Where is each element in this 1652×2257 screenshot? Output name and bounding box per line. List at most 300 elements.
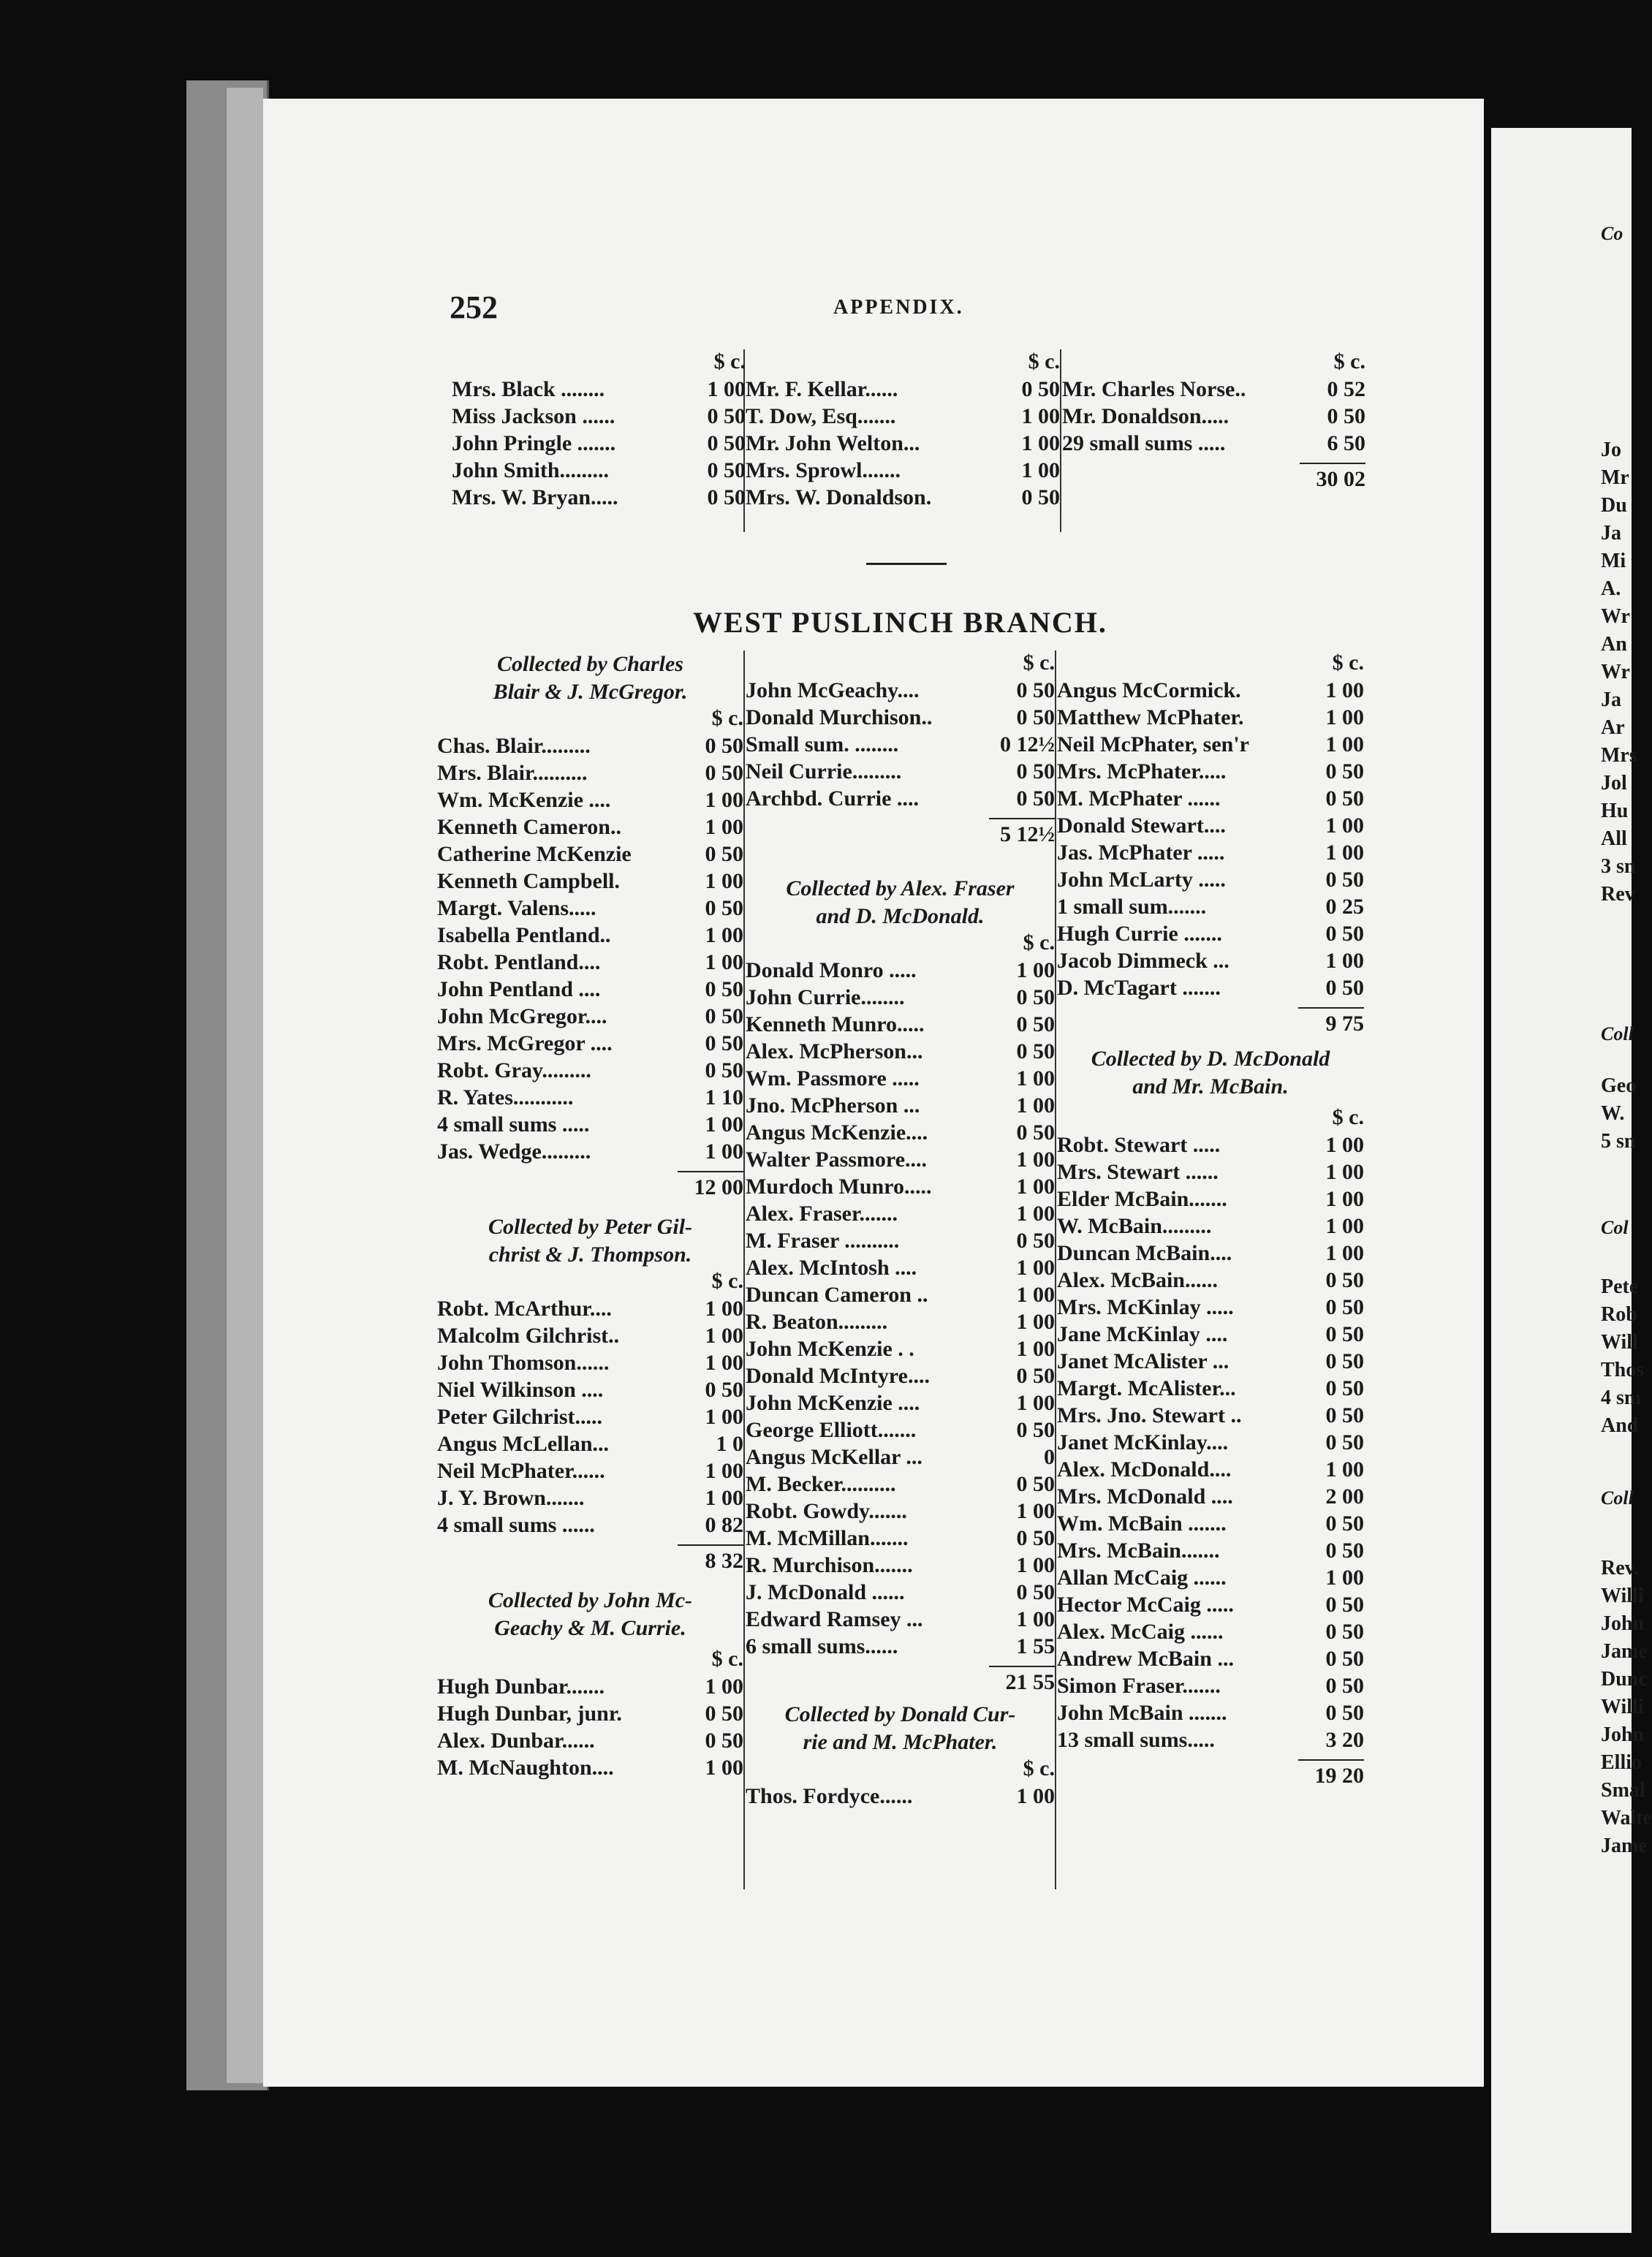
contributor-name: Simon Fraser....... <box>1057 1674 1221 1698</box>
currency-header: $ c. <box>1023 650 1055 675</box>
contributor-name: Janet McAlister ... <box>1057 1349 1229 1373</box>
contribution-amount: 1 00 <box>1325 949 1364 973</box>
facing-page-fragment: Mrs <box>1601 744 1637 767</box>
contributor-name: Donald Murchison.. <box>746 705 933 729</box>
contribution-amount: 1 00 <box>1016 1310 1055 1334</box>
contributor-name: Mrs. Sprowl....... <box>746 458 901 482</box>
contribution-amount: 0 50 <box>1016 786 1055 811</box>
list-item <box>1062 376 1365 403</box>
list-item <box>746 677 1055 704</box>
contributor-name: M. Becker.......... <box>746 1472 896 1496</box>
list-item <box>1057 1321 1364 1348</box>
list-item <box>1062 403 1365 430</box>
contribution-amount: 1 00 <box>1021 431 1060 455</box>
contribution-amount: 0 50 <box>1016 1472 1055 1496</box>
list-item <box>1057 1537 1364 1564</box>
contributor-name: Mrs. McPhater..... <box>1057 759 1227 784</box>
contribution-amount: 0 50 <box>1325 1376 1364 1400</box>
list-item <box>437 1349 743 1376</box>
contribution-amount: 1 00 <box>1325 1214 1364 1238</box>
contributor-name: Mr. Donaldson..... <box>1062 404 1229 428</box>
contributor-name: Alex. McPherson... <box>746 1039 923 1063</box>
contribution-amount: 1 00 <box>1016 1784 1055 1808</box>
contribution-amount: 1 10 <box>705 1085 743 1109</box>
facing-page-fragment: Will <box>1601 1331 1638 1354</box>
contributor-name: Mrs. Black ........ <box>452 377 605 401</box>
list-item <box>746 403 1060 430</box>
contributor-name: J. McDonald ...... <box>746 1580 905 1604</box>
contributor-name: Donald Stewart.... <box>1057 813 1226 838</box>
facing-page-fragment: Wr <box>1601 605 1630 628</box>
contribution-amount: 1 00 <box>1016 1256 1055 1280</box>
list-item <box>1057 1564 1364 1591</box>
contributor-name: Angus McKellar ... <box>746 1445 922 1469</box>
contributor-name: Alex. McCaig ...... <box>1057 1620 1224 1644</box>
collector-heading: Geachy & M. Currie. <box>494 1616 686 1640</box>
list-item <box>437 895 743 922</box>
section-total: 21 55 <box>1005 1670 1055 1694</box>
contributor-name: Catherine McKenzie <box>437 842 632 866</box>
list-item <box>746 1227 1055 1254</box>
contribution-amount: 1 00 <box>1016 958 1055 982</box>
contributor-name: Matthew McPhater. <box>1057 705 1244 729</box>
top-column-1 <box>452 349 746 511</box>
contributor-name: M. McPhater ...... <box>1057 786 1221 811</box>
contributor-name: Malcolm Gilchrist.. <box>437 1324 620 1348</box>
list-item <box>1057 677 1364 704</box>
list-item <box>1057 1294 1364 1321</box>
column-rule <box>1060 349 1061 532</box>
collector-heading: Collected by Peter Gil- <box>488 1215 693 1239</box>
collector-heading: Blair & J. McGregor. <box>493 680 688 704</box>
list-item <box>1057 1483 1364 1510</box>
contribution-amount: 0 50 <box>1325 1403 1364 1427</box>
contribution-amount: 0 50 <box>707 431 746 455</box>
list-item <box>437 813 743 841</box>
contributor-name: Mrs. Jno. Stewart .. <box>1057 1403 1242 1427</box>
contribution-amount: 0 50 <box>1325 1430 1364 1454</box>
facing-page-fragment: Dunc <box>1601 1668 1648 1691</box>
facing-page-fragment: Rev <box>1601 883 1635 906</box>
contribution-amount: 0 50 <box>1016 1526 1055 1550</box>
contribution-amount: 0 50 <box>1016 1418 1055 1442</box>
list-item <box>1057 1375 1364 1402</box>
contribution-amount: 0 50 <box>705 896 743 920</box>
contributor-name: 4 small sums ...... <box>437 1513 595 1537</box>
facing-page-fragment: An <box>1601 633 1627 656</box>
contribution-amount: 1 00 <box>1016 1066 1055 1090</box>
list-item <box>1057 1267 1364 1294</box>
facing-page-fragment: Du <box>1601 494 1627 517</box>
contributor-name: Hugh Dunbar, junr. <box>437 1702 622 1726</box>
contribution-amount: 0 50 <box>705 977 743 1001</box>
currency-header: $ c. <box>1028 349 1060 373</box>
list-item <box>1057 1186 1364 1213</box>
facing-page <box>1491 128 1652 2233</box>
contribution-amount: 0 82 <box>705 1513 743 1537</box>
list-item <box>746 376 1060 403</box>
contributor-name: Thos. Fordyce...... <box>746 1784 913 1808</box>
contribution-amount: 1 00 <box>705 869 743 893</box>
contributor-name: Margt. Valens..... <box>437 896 596 920</box>
contributor-name: 6 small sums...... <box>746 1634 898 1658</box>
contributor-name: 13 small sums..... <box>1057 1728 1215 1752</box>
contributor-name: Kenneth Munro..... <box>746 1012 925 1036</box>
contributor-name: Kenneth Cameron.. <box>437 815 621 839</box>
contribution-amount: 1 00 <box>705 1351 743 1375</box>
facing-page-fragment: 5 sn <box>1601 1130 1636 1153</box>
list-item <box>1057 839 1364 866</box>
contribution-amount: 1 00 <box>1325 813 1364 838</box>
contribution-amount: 0 50 <box>1016 1039 1055 1063</box>
list-item <box>437 1673 743 1700</box>
collector-heading: Collected by John Mc- <box>488 1588 693 1612</box>
contribution-amount: 1 00 <box>705 1112 743 1137</box>
contributor-name: Andrew McBain ... <box>1057 1647 1234 1671</box>
contributor-name: Peter Gilchrist..... <box>437 1405 603 1429</box>
contributor-name: Margt. McAlister... <box>1057 1376 1236 1400</box>
facing-page-fragment: Rob <box>1601 1303 1637 1326</box>
currency-header: $ c. <box>1023 1756 1055 1780</box>
list-item <box>452 430 746 457</box>
facing-page-fragment: A. <box>1601 577 1621 600</box>
collector-heading: Collected by Charles <box>497 652 683 676</box>
section-total: 8 32 <box>705 1549 743 1573</box>
page-number: 252 <box>450 289 498 325</box>
contributor-name: Mrs. McKinlay ..... <box>1057 1295 1234 1319</box>
facing-page-fragment: Jol <box>1601 772 1627 794</box>
list-item <box>452 457 746 484</box>
contribution-amount: 0 50 <box>1016 678 1055 702</box>
collector-heading: rie and M. McPhater. <box>803 1730 998 1754</box>
contributor-name: Miss Jackson ...... <box>452 404 615 428</box>
contribution-amount: 0 50 <box>1325 1295 1364 1319</box>
list-item <box>746 1552 1055 1579</box>
contributor-name: Mr. John Welton... <box>746 431 920 455</box>
contributor-name: 1 small sum....... <box>1057 895 1207 919</box>
contribution-amount: 2 00 <box>1325 1484 1364 1509</box>
contributor-name: Donald McIntyre.... <box>746 1364 930 1388</box>
contributor-name: Wm. Passmore ..... <box>746 1066 920 1090</box>
list-item <box>437 1727 743 1754</box>
facing-page-fragment: Mi <box>1601 550 1626 572</box>
list-item <box>1057 1699 1364 1726</box>
contributor-name: Neil McPhater...... <box>437 1459 605 1483</box>
collector-heading: christ & J. Thompson. <box>488 1243 692 1267</box>
facing-page-fragment: Jame <box>1601 1640 1648 1663</box>
list-item <box>746 1065 1055 1092</box>
contribution-amount: 0 50 <box>705 734 743 758</box>
contributor-name: Alex. McIntosh .... <box>746 1256 917 1280</box>
contribution-amount: 1 00 <box>1016 1607 1055 1631</box>
contributor-name: Neil McPhater, sen'r <box>1057 732 1249 756</box>
facing-page-fragment: Willi <box>1601 1696 1644 1718</box>
contributor-name: John Currie........ <box>746 985 905 1009</box>
contributor-name: 4 small sums ..... <box>437 1112 590 1137</box>
contribution-amount: 0 50 <box>707 485 746 509</box>
contribution-amount: 0 50 <box>1016 1364 1055 1388</box>
contributor-name: Mrs. Stewart ...... <box>1057 1160 1219 1184</box>
list-item <box>437 1376 743 1403</box>
contributor-name: Neil Currie......... <box>746 759 902 784</box>
list-item <box>746 1308 1055 1335</box>
facing-page-fragment: Mr <box>1601 466 1629 489</box>
contributor-name: Jacob Dimmeck ... <box>1057 949 1229 973</box>
contribution-amount: 0 50 <box>1016 1229 1055 1253</box>
facing-page-fragment: Rev. <box>1601 1557 1640 1579</box>
list-item <box>437 1003 743 1030</box>
list-item <box>1057 1213 1364 1240</box>
contributor-name: Alex. McDonald.... <box>1057 1457 1232 1482</box>
contribution-amount: 1 00 <box>1325 678 1364 702</box>
contributor-name: Donald Monro ..... <box>746 958 917 982</box>
contribution-amount: 1 00 <box>705 815 743 839</box>
contribution-amount: 0 50 <box>705 1031 743 1055</box>
contributor-name: M. Fraser .......... <box>746 1229 900 1253</box>
list-item <box>437 976 743 1003</box>
contribution-amount: 0 50 <box>707 404 746 428</box>
contributor-name: 29 small sums ..... <box>1062 431 1226 455</box>
contributor-name: Jane McKinlay .... <box>1057 1322 1228 1346</box>
list-item <box>437 1457 743 1484</box>
list-item <box>452 403 746 430</box>
facing-page-fragment: Ja <box>1601 689 1621 711</box>
list-item <box>746 1606 1055 1633</box>
contribution-amount: 1 00 <box>1325 1187 1364 1211</box>
contributor-name: Edward Ramsey ... <box>746 1607 923 1631</box>
contributor-name: Isabella Pentland.. <box>437 923 611 947</box>
contribution-amount: 1 00 <box>1325 1133 1364 1157</box>
contribution-amount: 0 50 <box>1325 922 1364 946</box>
contributor-name: Hugh Currie ....... <box>1057 922 1222 946</box>
list-item <box>437 732 743 759</box>
list-item <box>1057 731 1364 758</box>
contribution-amount: 1 55 <box>1016 1634 1055 1658</box>
list-item <box>1057 866 1364 893</box>
list-item <box>1057 1726 1364 1753</box>
contribution-amount: 3 20 <box>1325 1728 1364 1752</box>
contributor-name: Robt. McArthur.... <box>437 1297 612 1321</box>
contributor-name: Robt. Stewart ..... <box>1057 1133 1221 1157</box>
total-rule <box>678 1171 743 1172</box>
facing-page-fragment: Hu <box>1601 800 1629 822</box>
list-item <box>1057 812 1364 839</box>
contributor-name: John McKenzie .... <box>746 1391 920 1415</box>
contributor-name: John Pentland .... <box>437 977 601 1001</box>
contribution-amount: 1 00 <box>1325 732 1364 756</box>
list-item <box>437 786 743 813</box>
contribution-amount: 1 00 <box>705 1405 743 1429</box>
contributor-name: John Smith......... <box>452 458 610 482</box>
facing-page-fragment: Ja <box>1601 522 1621 545</box>
contribution-amount: 0 50 <box>1325 1701 1364 1725</box>
facing-page-fragment: Jame <box>1601 1835 1648 1857</box>
contributor-name: Angus McCormick. <box>1057 678 1241 702</box>
currency-header: $ c. <box>1332 1105 1364 1129</box>
contribution-amount: 0 50 <box>705 1729 743 1753</box>
contributor-name: M. McNaughton.... <box>437 1756 614 1780</box>
contribution-amount: 1 00 <box>705 1459 743 1483</box>
list-item <box>1057 920 1364 947</box>
contributor-name: John Pringle ....... <box>452 431 616 455</box>
list-item <box>437 1754 743 1781</box>
list-item <box>437 949 743 976</box>
contribution-amount: 0 50 <box>1325 1593 1364 1617</box>
section-total: 5 12½ <box>1000 822 1055 846</box>
contributor-name: Mrs. Blair.......... <box>437 761 588 785</box>
contributor-name: John McLarty ..... <box>1057 868 1226 892</box>
contribution-amount: 0 12½ <box>1000 732 1055 756</box>
collector-heading: Collected by Alex. Fraser <box>786 876 1015 900</box>
list-item <box>437 1084 743 1111</box>
contribution-amount: 0 50 <box>1016 1120 1055 1145</box>
contribution-amount: 1 00 <box>1325 1160 1364 1184</box>
contribution-amount: 1 00 <box>1325 1457 1364 1482</box>
list-item <box>437 1403 743 1430</box>
contribution-amount: 0 50 <box>705 1702 743 1726</box>
list-item <box>746 1038 1055 1065</box>
contribution-amount: 0 50 <box>1325 759 1364 784</box>
contributor-name: Niel Wilkinson .... <box>437 1378 604 1402</box>
facing-page-fragment: Wr <box>1601 661 1630 683</box>
contributor-name: Angus McLellan... <box>437 1432 610 1456</box>
contributor-name: Archbd. Currie .... <box>746 786 919 811</box>
list-item <box>437 1430 743 1457</box>
facing-page-fragment: And <box>1601 1414 1639 1437</box>
contribution-amount: 1 0 <box>716 1432 743 1456</box>
facing-page-fragment: Geo <box>1601 1074 1637 1097</box>
facing-page-fragment: W. <box>1601 1102 1625 1125</box>
contribution-amount: 0 50 <box>1327 404 1365 428</box>
contribution-amount: 1 00 <box>1021 458 1060 482</box>
list-item <box>746 1783 1055 1810</box>
contribution-amount: 1 00 <box>1016 1337 1055 1361</box>
list-item <box>746 1444 1055 1471</box>
contributor-name: Elder McBain....... <box>1057 1187 1227 1211</box>
contribution-amount: 1 00 <box>705 1674 743 1699</box>
contribution-amount: 0 <box>1044 1445 1055 1469</box>
contributor-name: George Elliott....... <box>746 1418 917 1442</box>
list-item <box>746 1471 1055 1498</box>
facing-page-fragment: Ar <box>1601 716 1625 739</box>
contributor-name: John McKenzie . . <box>746 1337 914 1361</box>
contributor-name: Wm. McBain ....... <box>1057 1511 1227 1536</box>
contributor-name: Wm. McKenzie .... <box>437 788 611 812</box>
contribution-amount: 6 50 <box>1327 431 1365 455</box>
contribution-amount: 1 00 <box>1016 1283 1055 1307</box>
section-total: 12 00 <box>694 1175 743 1199</box>
list-item <box>437 1030 743 1057</box>
list-item <box>437 1700 743 1727</box>
contribution-amount: 0 50 <box>1016 1012 1055 1036</box>
contribution-amount: 0 50 <box>1325 1539 1364 1563</box>
list-item <box>746 984 1055 1011</box>
contribution-amount: 1 00 <box>1016 1202 1055 1226</box>
total-rule <box>678 1544 743 1546</box>
contribution-amount: 0 50 <box>1016 705 1055 729</box>
facing-page-fragment: Pete <box>1601 1275 1639 1298</box>
contributor-name: Duncan McBain.... <box>1057 1241 1232 1265</box>
contribution-amount: 1 00 <box>705 1324 743 1348</box>
list-item <box>746 957 1055 984</box>
currency-header: $ c. <box>713 349 746 373</box>
facing-page-fragment: John <box>1601 1723 1645 1746</box>
contributor-name: Mrs. McDonald .... <box>1057 1484 1233 1509</box>
contributor-name: John Thomson...... <box>437 1351 610 1375</box>
list-item <box>746 1281 1055 1308</box>
list-item <box>437 1295 743 1322</box>
total-rule <box>1298 1759 1364 1761</box>
running-head: APPENDIX. <box>833 296 964 319</box>
list-item <box>1057 704 1364 731</box>
currency-header: $ c. <box>711 1647 743 1671</box>
contribution-amount: 1 00 <box>1016 1391 1055 1415</box>
contributor-name: Chas. Blair......... <box>437 734 591 758</box>
list-item <box>437 868 743 895</box>
list-item <box>746 1579 1055 1606</box>
facing-page-fragment: Smal <box>1601 1779 1645 1802</box>
list-item <box>1057 1348 1364 1375</box>
list-item <box>437 1057 743 1084</box>
contributor-name: Jas. Wedge......... <box>437 1139 591 1164</box>
list-item <box>746 1254 1055 1281</box>
right-column <box>1057 650 1364 1794</box>
contributor-name: Walter Passmore.... <box>746 1148 928 1172</box>
currency-header: $ c. <box>1023 930 1055 955</box>
list-item <box>1057 1131 1364 1158</box>
contribution-amount: 1 00 <box>1325 1241 1364 1265</box>
contributor-name: W. McBain......... <box>1057 1214 1212 1238</box>
contributor-name: Angus McKenzie.... <box>746 1120 928 1145</box>
contribution-amount: 0 50 <box>1325 786 1364 811</box>
contributor-name: Robt. Pentland.... <box>437 950 601 974</box>
list-item <box>1057 947 1364 974</box>
contribution-amount: 1 00 <box>705 1756 743 1780</box>
list-item <box>746 785 1055 812</box>
contribution-amount: 1 00 <box>1016 1499 1055 1523</box>
contribution-amount: 1 00 <box>1325 841 1364 865</box>
contribution-amount: 1 00 <box>1016 1093 1055 1118</box>
contribution-amount: 1 00 <box>1021 404 1060 428</box>
contribution-amount: 0 50 <box>705 1004 743 1028</box>
contributor-name: Allan McCaig ...... <box>1057 1566 1227 1590</box>
facing-page-fragment: Co <box>1601 223 1623 244</box>
total-rule <box>1300 463 1365 464</box>
contribution-amount: 1 00 <box>1016 1175 1055 1199</box>
left-column <box>437 650 743 1781</box>
list-item <box>1057 758 1364 785</box>
contributor-name: Mrs. W. Donaldson. <box>746 485 932 509</box>
contributor-name: Small sum. ........ <box>746 732 899 756</box>
contribution-amount: 0 50 <box>1325 868 1364 892</box>
contributor-name: J. Y. Brown....... <box>437 1486 585 1510</box>
collector-heading: Collected by Donald Cur- <box>784 1702 1016 1726</box>
page-header <box>450 289 1414 325</box>
contributor-name: Jas. McPhater ..... <box>1057 841 1225 865</box>
contribution-amount: 0 50 <box>705 1058 743 1082</box>
contribution-amount: 0 50 <box>705 842 743 866</box>
contributor-name: M. McMillan....... <box>746 1526 909 1550</box>
branch-title: WEST PUSLINCH BRANCH. <box>693 606 1107 639</box>
list-item <box>746 1525 1055 1552</box>
total-rule <box>989 1666 1055 1667</box>
contribution-amount: 0 50 <box>1021 485 1060 509</box>
list-item <box>1057 1510 1364 1537</box>
contributor-name: R. Beaton......... <box>746 1310 888 1334</box>
facing-page-fragment: Ellio <box>1601 1751 1642 1774</box>
contribution-amount: 0 50 <box>707 458 746 482</box>
list-item <box>746 1011 1055 1038</box>
